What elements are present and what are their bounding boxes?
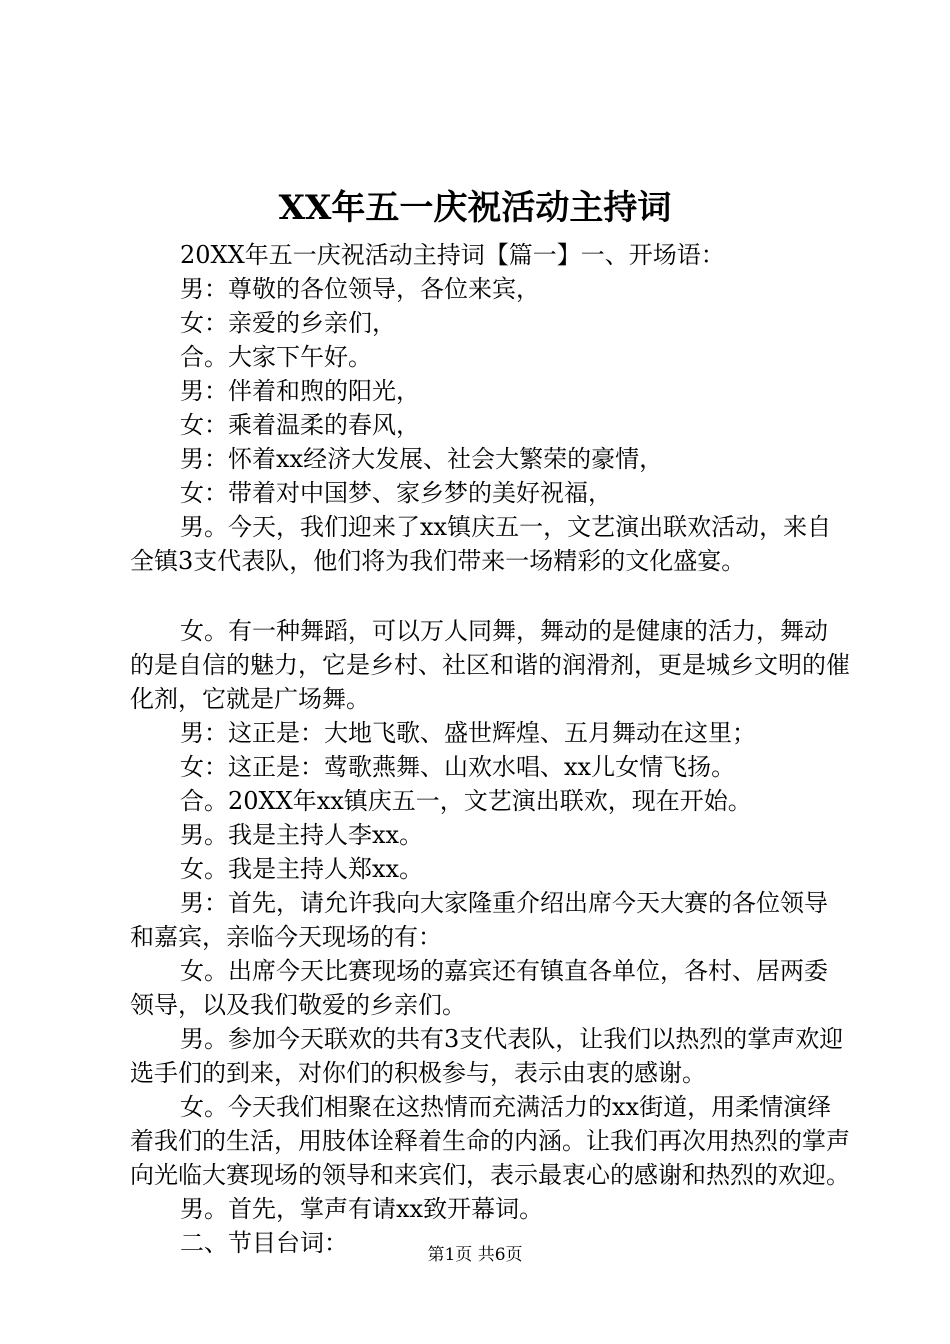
paragraph: 女。出席今天比赛现场的嘉宾还有镇直各单位，各村、居两委领导，以及我们敬爱的乡亲们。 — [130, 957, 828, 1019]
paragraph: 男。参加今天联欢的共有3支代表队，让我们以热烈的掌声欢迎选手们的到来，对你们的积极参与，表示由衷的感谢。 — [130, 1025, 844, 1087]
paragraph: 男。今天，我们迎来了xx镇庆五一，文艺演出联欢活动，来自全镇3支代表队，他们将为我们带来一场精彩的文化盛宴。 — [130, 513, 832, 575]
page-number-footer: 第1页 共6页 — [427, 1245, 523, 1265]
paragraph: 女。今天我们相聚在这热情而充满活力的xx街道，用柔情演绎着我们的生活，用肢体诠释着生命的内涵。让我们再次用热烈的掌声向光临大赛现场的领导和来宾们，表示最衷心的感谢和热烈的欢迎。 — [130, 1093, 850, 1189]
document-title: XX年五一庆祝活动主持词 — [278, 188, 672, 228]
paragraph: 男：这正是：大地飞歌、盛世辉煌、五月舞动在这里； — [180, 719, 756, 747]
paragraph: 男：尊敬的各位领导，各位来宾， — [180, 275, 540, 303]
paragraph: 女：这正是：莺歌燕舞、山欢水唱、xx儿女情飞扬。 — [180, 753, 736, 781]
paragraph: 女。我是主持人郑xx。 — [180, 855, 424, 883]
paragraph: 合。20XX年xx镇庆五一，文艺演出联欢，现在开始。 — [180, 787, 752, 815]
paragraph: 男：伴着和煦的阳光， — [180, 377, 420, 405]
document-body — [130, 238, 850, 1260]
paragraph: 女：亲爱的乡亲们， — [180, 309, 396, 337]
paragraph: 女。有一种舞蹈，可以万人同舞，舞动的是健康的活力，舞动的是自信的魅力，它是乡村、社区和谐的润滑剂，更是城乡文明的催化剂，它就是广场舞。 — [130, 617, 850, 713]
paragraph: 男：怀着xx经济大发展、社会大繁荣的豪情， — [180, 445, 664, 473]
paragraph: 女：乘着温柔的春风， — [180, 411, 420, 439]
paragraph: 男。首先，掌声有请xx致开幕词。 — [180, 1195, 544, 1223]
paragraph: 男：首先，请允许我向大家隆重介绍出席今天大赛的各位领导和嘉宾，亲临今天现场的有： — [130, 889, 828, 951]
paragraph-spacer — [130, 578, 850, 614]
paragraph: 合。大家下午好。 — [180, 343, 372, 371]
paragraph: 二、节目台词： — [180, 1229, 348, 1257]
paragraph: 20XX年五一庆祝活动主持词【篇一】一、开场语： — [180, 241, 725, 269]
paragraph: 男。我是主持人李xx。 — [180, 821, 424, 849]
paragraph: 女：带着对中国梦、家乡梦的美好祝福， — [180, 479, 612, 507]
